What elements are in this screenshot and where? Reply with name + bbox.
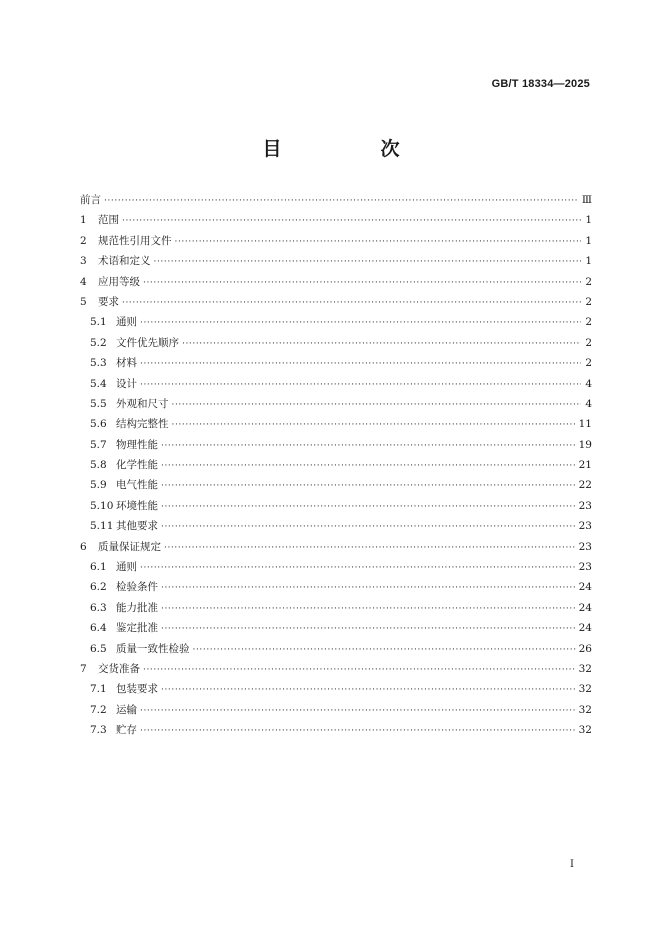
toc-entry-label: 电气性能 bbox=[116, 479, 158, 492]
toc-entry-label: 其他要求 bbox=[116, 520, 158, 533]
toc-entry-number: 7.2 bbox=[90, 703, 107, 716]
toc-entry[interactable] bbox=[80, 292, 592, 312]
toc-entry-label: 应用等级 bbox=[98, 275, 140, 288]
toc-entry[interactable] bbox=[80, 577, 592, 597]
toc-entry-page: 19 bbox=[578, 438, 592, 451]
toc-leader-dots bbox=[140, 701, 576, 721]
toc-entry[interactable] bbox=[80, 272, 592, 292]
toc-entry-number: 5.4 bbox=[90, 377, 107, 390]
toc-leader-dots bbox=[140, 375, 581, 395]
toc-leader-dots bbox=[140, 558, 576, 578]
toc-entry-number: 5.1 bbox=[90, 316, 107, 329]
toc-entry-label: 前言 bbox=[80, 194, 101, 206]
toc-entry-page: 23 bbox=[578, 520, 592, 533]
toc-entry-number: 6 bbox=[80, 540, 87, 553]
toc-entry[interactable] bbox=[80, 190, 592, 210]
toc-leader-dots bbox=[161, 497, 576, 517]
toc-entry[interactable] bbox=[80, 435, 592, 455]
toc-entry[interactable] bbox=[80, 679, 592, 699]
page-number: I bbox=[570, 859, 574, 870]
toc-leader-dots bbox=[175, 232, 582, 252]
toc-entry[interactable] bbox=[80, 231, 592, 251]
toc-entry-label: 外观和尺寸 bbox=[116, 397, 169, 410]
toc-entry-page: 23 bbox=[578, 540, 592, 553]
toc-leader-dots bbox=[161, 476, 576, 496]
toc-entry[interactable] bbox=[80, 333, 592, 353]
toc-leader-dots bbox=[140, 313, 581, 333]
toc-leader-dots bbox=[122, 293, 581, 313]
toc-entry-page: 22 bbox=[578, 479, 592, 492]
toc-entry[interactable] bbox=[80, 700, 592, 720]
toc-entry-label: 要求 bbox=[98, 295, 119, 308]
toc-entry-number: 6.2 bbox=[90, 581, 107, 594]
toc-entry[interactable] bbox=[80, 639, 592, 659]
toc-leader-dots bbox=[161, 680, 576, 700]
toc-entry-number: 6.5 bbox=[90, 642, 107, 655]
toc-leader-dots bbox=[182, 334, 581, 354]
toc-entry-number: 6.3 bbox=[90, 601, 107, 614]
toc-entry[interactable] bbox=[80, 353, 592, 373]
toc-entry-label: 鉴定批准 bbox=[116, 622, 158, 635]
toc-entry-number: 5 bbox=[80, 295, 87, 308]
toc-leader-dots bbox=[104, 191, 579, 211]
toc-entry-label: 环境性能 bbox=[116, 499, 158, 512]
toc-entry-number: 7.3 bbox=[90, 724, 107, 737]
toc-leader-dots bbox=[154, 252, 582, 272]
toc-entry-page: 2 bbox=[585, 357, 592, 370]
toc-entry[interactable] bbox=[80, 475, 592, 495]
toc-entry-number: 5.10 bbox=[90, 499, 114, 512]
toc-entry-page: 2 bbox=[585, 275, 592, 288]
toc-entry-label: 设计 bbox=[116, 377, 137, 390]
toc-entry-page: 11 bbox=[578, 418, 592, 431]
standard-code: GB/T 18334—2025 bbox=[491, 78, 590, 90]
toc-entry[interactable] bbox=[80, 537, 592, 557]
toc-entry-label: 文件优先顺序 bbox=[116, 336, 179, 349]
toc-entry-page: 2 bbox=[585, 316, 592, 329]
toc-entry-page: 24 bbox=[578, 601, 592, 614]
toc-entry-label: 能力批准 bbox=[116, 601, 158, 614]
toc-entry-number: 5.11 bbox=[90, 520, 114, 533]
toc-entry-label: 检验条件 bbox=[116, 581, 158, 594]
toc-entry[interactable] bbox=[80, 210, 592, 230]
toc-entry-number: 5.3 bbox=[90, 357, 107, 370]
toc-entry[interactable] bbox=[80, 557, 592, 577]
toc-entry-label: 物理性能 bbox=[116, 438, 158, 451]
toc-entry-page: 32 bbox=[578, 683, 592, 696]
toc-entry-number: 5.8 bbox=[90, 459, 107, 472]
toc-entry-number: 7.1 bbox=[90, 683, 107, 696]
toc-entry-number: 1 bbox=[80, 214, 87, 227]
toc-leader-dots bbox=[140, 354, 581, 374]
toc-entry-page: 24 bbox=[578, 581, 592, 594]
toc-entry[interactable] bbox=[80, 598, 592, 618]
toc-entry-label: 术语和定义 bbox=[98, 255, 151, 268]
toc-entry-page: 1 bbox=[585, 214, 592, 227]
toc-entry-number: 5.5 bbox=[90, 397, 107, 410]
toc-entry-page: 23 bbox=[578, 499, 592, 512]
toc-entry-number: 5.9 bbox=[90, 479, 107, 492]
toc-entry-number: 5.7 bbox=[90, 438, 107, 451]
toc-leader-dots bbox=[161, 599, 576, 619]
toc-entry[interactable] bbox=[80, 394, 592, 414]
toc-entry[interactable] bbox=[80, 659, 592, 679]
toc-entry[interactable] bbox=[80, 455, 592, 475]
toc-entry-page: 32 bbox=[578, 724, 592, 737]
toc-entry[interactable] bbox=[80, 720, 592, 740]
toc-entry-number: 3 bbox=[80, 255, 87, 268]
toc-entry-label: 贮存 bbox=[116, 724, 137, 737]
toc-entry-number: 5.2 bbox=[90, 336, 107, 349]
toc-entry-page: 2 bbox=[585, 295, 592, 308]
toc-entry-label: 质量一致性检验 bbox=[116, 642, 190, 655]
toc-entry-page: 1 bbox=[585, 255, 592, 268]
toc-entry-label: 化学性能 bbox=[116, 459, 158, 472]
toc-entry-number: 6.4 bbox=[90, 622, 107, 635]
toc-entry-label: 交货准备 bbox=[98, 662, 140, 675]
toc-entry[interactable] bbox=[80, 251, 592, 271]
toc-leader-dots bbox=[161, 578, 576, 598]
toc-entry[interactable] bbox=[80, 618, 592, 638]
toc-entry-label: 包装要求 bbox=[116, 683, 158, 696]
toc-entry-page: 4 bbox=[585, 377, 592, 390]
toc-entry[interactable] bbox=[80, 312, 592, 332]
toc-entry-page: 32 bbox=[578, 662, 592, 675]
toc-entry-number: 6.1 bbox=[90, 561, 107, 574]
toc-leader-dots bbox=[161, 517, 576, 537]
toc-entry-label: 质量保证规定 bbox=[98, 540, 161, 553]
toc-leader-dots bbox=[140, 721, 576, 741]
toc-entry-label: 范围 bbox=[98, 214, 119, 227]
toc-entry[interactable] bbox=[80, 374, 592, 394]
toc-entry[interactable] bbox=[80, 414, 592, 434]
toc-entry-number: 2 bbox=[80, 234, 87, 247]
toc-entry-page: 1 bbox=[585, 234, 592, 247]
toc-entry-page: 26 bbox=[578, 642, 592, 655]
toc-leader-dots bbox=[143, 273, 581, 293]
toc-entry-label: 运输 bbox=[116, 703, 137, 716]
toc-entry-page: Ⅲ bbox=[581, 194, 592, 206]
toc-entry-number: 4 bbox=[80, 275, 87, 288]
toc-entry[interactable] bbox=[80, 516, 592, 536]
page-title: 目 次 bbox=[262, 138, 440, 160]
toc-entry-page: 2 bbox=[585, 336, 592, 349]
toc-entry-label: 通则 bbox=[116, 561, 137, 574]
toc-entry[interactable] bbox=[80, 496, 592, 516]
toc-entry-page: 32 bbox=[578, 703, 592, 716]
toc-entry-number: 5.6 bbox=[90, 418, 107, 431]
toc-entry-label: 通则 bbox=[116, 316, 137, 329]
toc-leader-dots bbox=[143, 660, 576, 680]
toc-leader-dots bbox=[161, 456, 576, 476]
toc-leader-dots bbox=[193, 640, 576, 660]
toc-entry-number: 7 bbox=[80, 662, 87, 675]
table-of-contents bbox=[80, 190, 592, 741]
toc-entry-page: 24 bbox=[578, 622, 592, 635]
toc-leader-dots bbox=[172, 415, 576, 435]
toc-entry-page: 4 bbox=[585, 397, 592, 410]
toc-entry-label: 结构完整性 bbox=[116, 418, 169, 431]
toc-entry-label: 材料 bbox=[116, 357, 137, 370]
toc-leader-dots bbox=[172, 395, 582, 415]
toc-leader-dots bbox=[161, 436, 576, 456]
toc-entry-page: 21 bbox=[578, 459, 592, 472]
toc-entry-page: 23 bbox=[578, 561, 592, 574]
toc-entry-label: 规范性引用文件 bbox=[98, 234, 172, 247]
toc-leader-dots bbox=[161, 619, 576, 639]
toc-leader-dots bbox=[122, 211, 581, 231]
toc-leader-dots bbox=[164, 538, 576, 558]
